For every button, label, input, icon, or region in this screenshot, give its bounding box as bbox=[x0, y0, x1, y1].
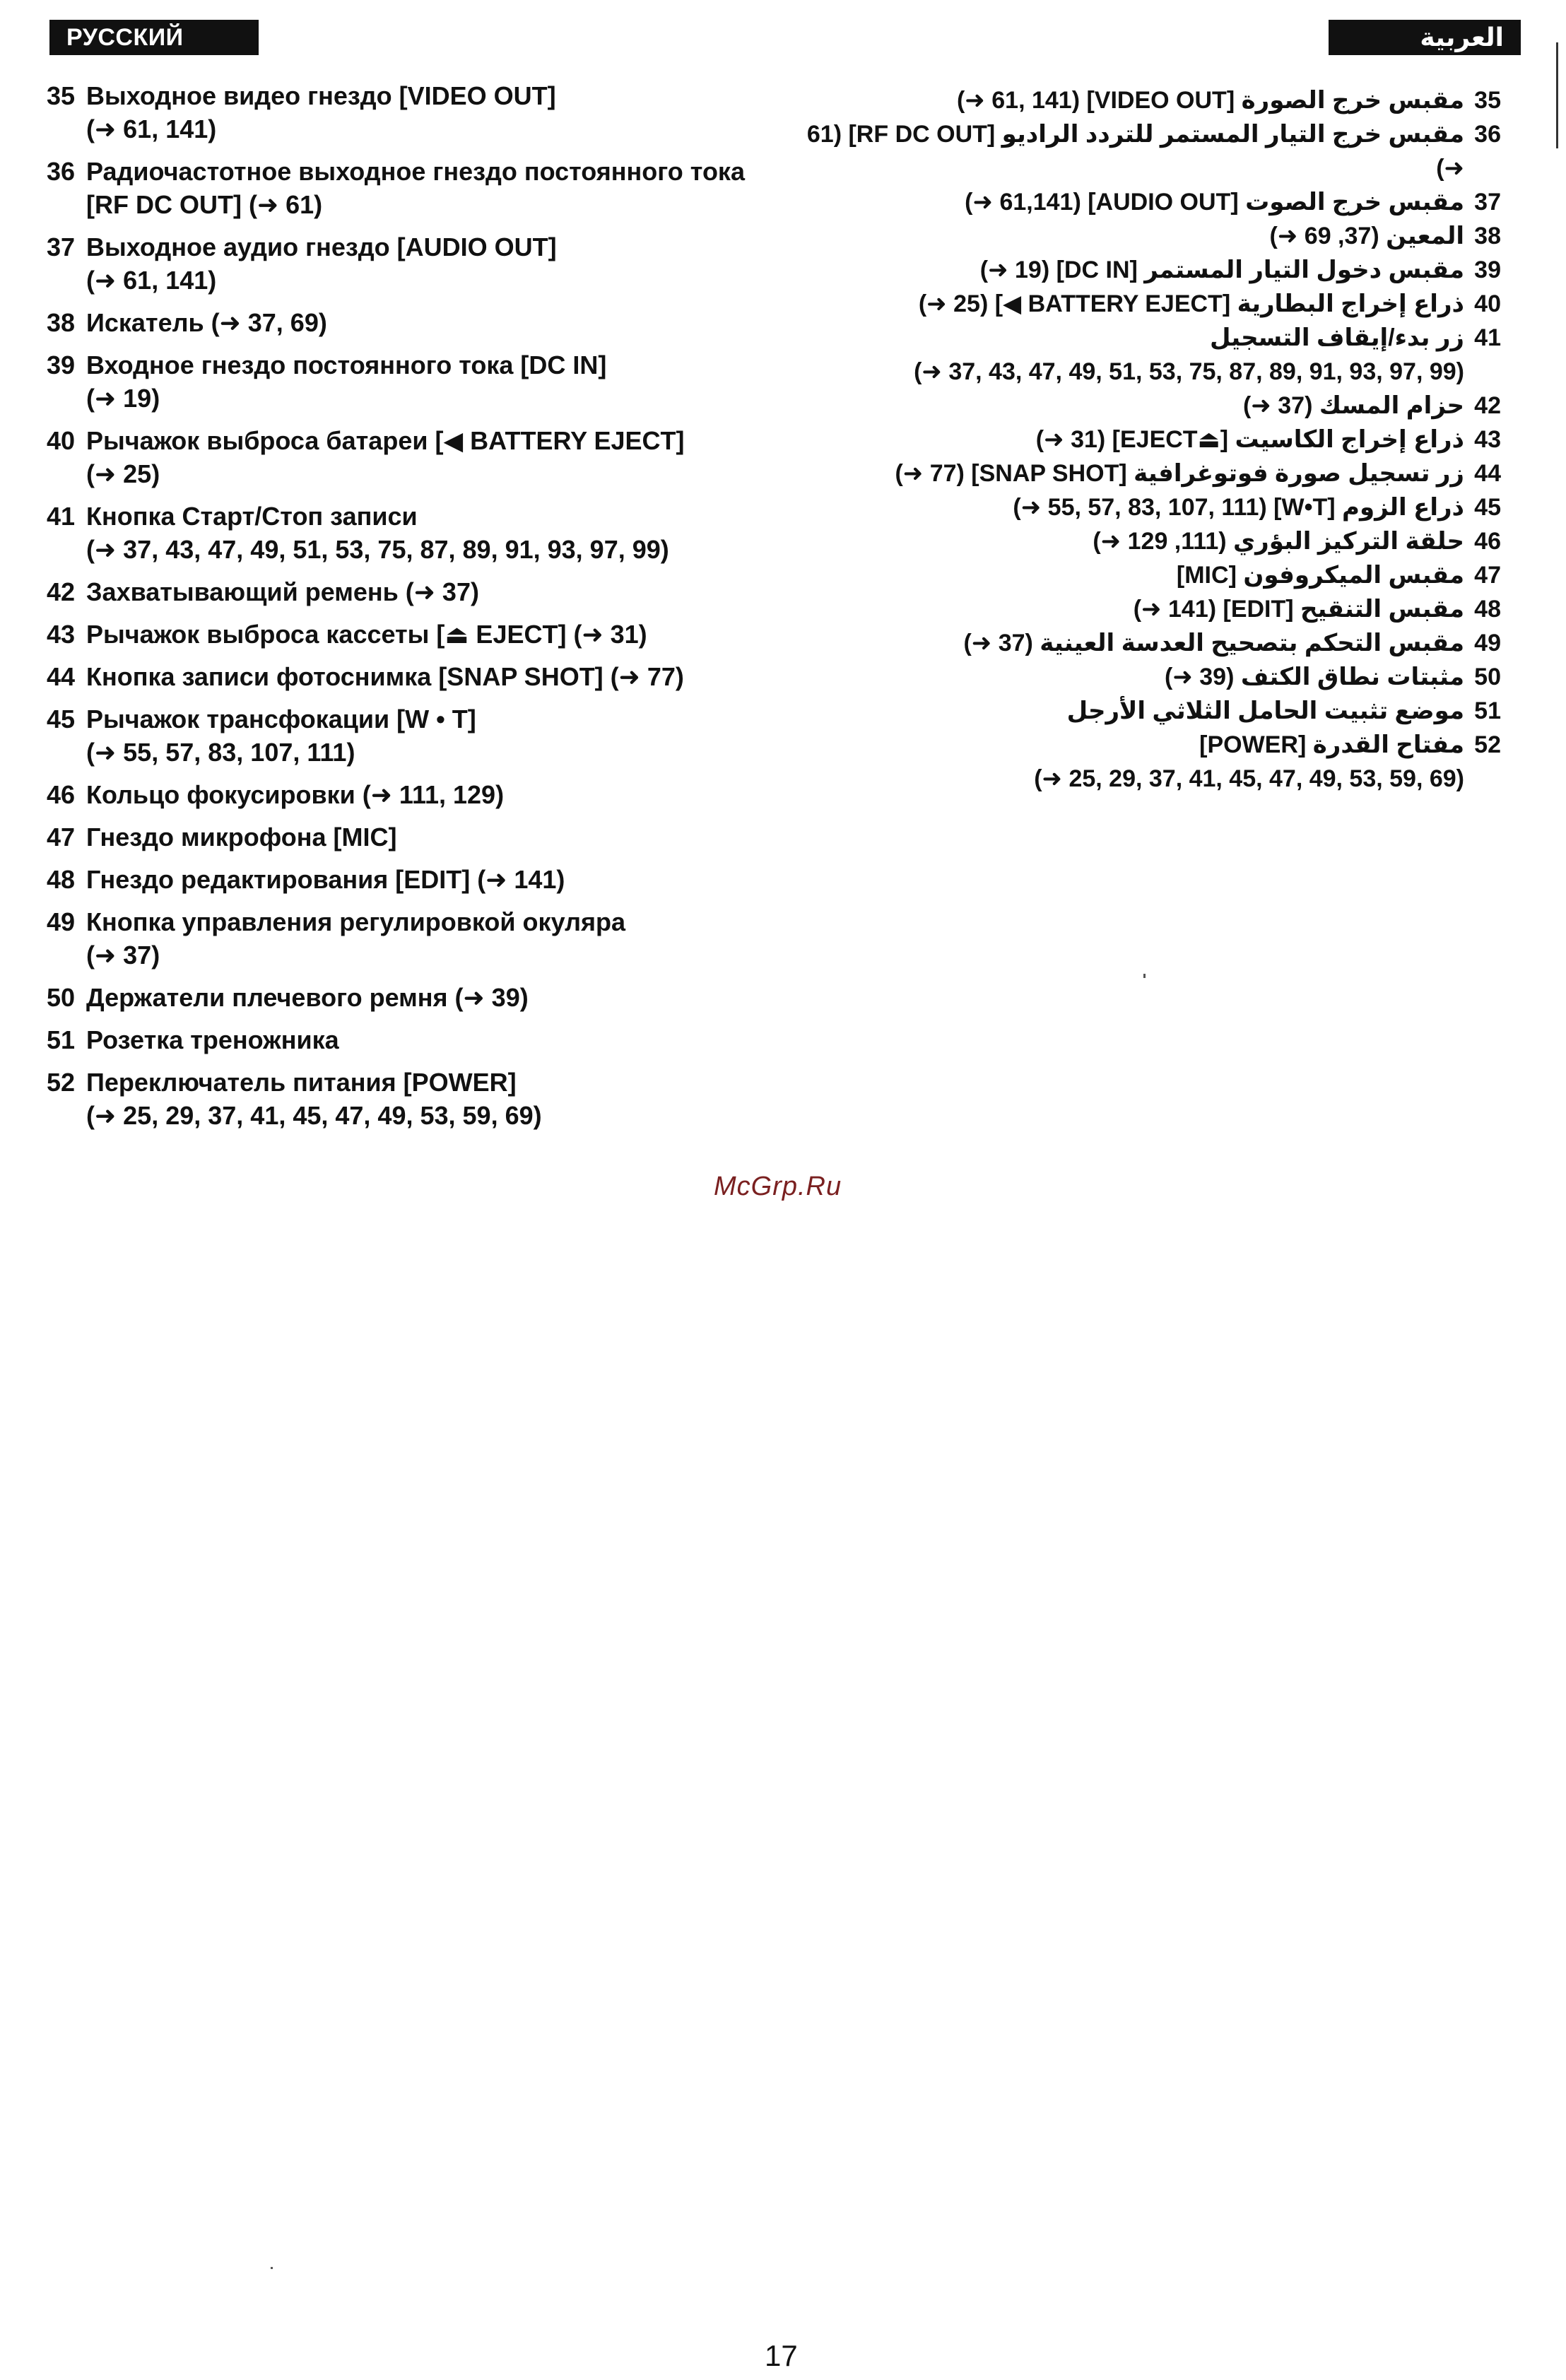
list-item bbox=[47, 863, 767, 896]
item-text: مقبس دخول التيار المستمر [DC IN] (19 ➜) bbox=[979, 257, 1464, 283]
item-number: 46 bbox=[1474, 528, 1501, 555]
item-text: موضع تثبيت الحامل الثلاثي الأرجل bbox=[1066, 697, 1464, 724]
item-text: مقبس التنقيح [EDIT] (141 ➜) bbox=[1133, 596, 1464, 623]
list-item bbox=[794, 253, 1501, 287]
list-item bbox=[794, 592, 1501, 626]
item-text: Радиочастотное выходное гнездо постоянного тока [RF DC OUT] (➜ 61) bbox=[86, 157, 745, 219]
item-refs: (➜ 25, 29, 37, 41, 45, 47, 49, 53, 59, 69) bbox=[1034, 765, 1464, 792]
item-number: 47 bbox=[47, 823, 76, 852]
list-item bbox=[794, 524, 1501, 558]
item-text: زر بدء/إيقاف التسجيل bbox=[1209, 324, 1464, 351]
list-item bbox=[47, 155, 767, 221]
item-refs: (➜ 61, 141) bbox=[86, 114, 217, 143]
list-item bbox=[794, 626, 1501, 660]
item-text: Рычажок выброса кассеты [⏏ EJECT] (➜ 31) bbox=[86, 620, 647, 649]
item-text: Кольцо фокусировки (➜ 111, 129) bbox=[86, 780, 505, 809]
item-number: 44 bbox=[1474, 460, 1501, 487]
arabic-parts-list bbox=[794, 83, 1501, 796]
list-item bbox=[47, 424, 767, 490]
item-number: 35 bbox=[47, 81, 76, 110]
item-refs: (➜ 19) bbox=[86, 384, 160, 413]
item-number: 50 bbox=[47, 983, 76, 1012]
item-refs: (➜ 61, 141) bbox=[86, 266, 217, 295]
item-number: 52 bbox=[1474, 731, 1501, 758]
item-number: 43 bbox=[47, 620, 76, 649]
list-item bbox=[794, 219, 1501, 253]
item-number: 40 bbox=[47, 426, 76, 455]
item-number: 48 bbox=[1474, 596, 1501, 623]
item-refs: (➜ 37, 43, 47, 49, 51, 53, 75, 87, 89, 91, 93, 97, 99) bbox=[86, 535, 669, 564]
list-item bbox=[47, 500, 767, 566]
item-text: Кнопка записи фотоснимка [SNAP SHOT] (➜ 77) bbox=[86, 662, 684, 691]
item-number: 50 bbox=[1474, 664, 1501, 690]
item-text: ذراع الزوم [W•T] (55, 57, 83, 107, 111 ➜) bbox=[1013, 494, 1464, 521]
list-item bbox=[794, 321, 1501, 389]
item-number: 39 bbox=[47, 350, 76, 379]
item-text: Рычажок трансфокации [W • T] bbox=[86, 705, 476, 734]
item-number: 51 bbox=[47, 1025, 76, 1054]
item-text: Розетка треножника bbox=[86, 1025, 339, 1054]
list-item bbox=[794, 490, 1501, 524]
item-text: Гнездо редактирования [EDIT] (➜ 141) bbox=[86, 865, 565, 894]
item-number: 52 bbox=[47, 1068, 76, 1097]
item-text: مثبتات نطاق الكتف (39 ➜) bbox=[1165, 664, 1464, 690]
item-text: Держатели плечевого ремня (➜ 39) bbox=[86, 983, 529, 1012]
list-item bbox=[47, 575, 767, 608]
item-number: 42 bbox=[1474, 392, 1501, 419]
list-item bbox=[47, 306, 767, 339]
list-item bbox=[794, 83, 1501, 117]
item-number: 35 bbox=[1474, 87, 1501, 114]
item-number: 36 bbox=[1474, 121, 1501, 148]
item-number: 46 bbox=[47, 780, 76, 809]
list-item bbox=[47, 618, 767, 651]
item-text: زر تسجيل صورة فوتوغرافية [SNAP SHOT] (77 ➜) bbox=[895, 460, 1464, 487]
list-item bbox=[47, 660, 767, 693]
item-text: Искатель (➜ 37, 69) bbox=[86, 308, 327, 337]
item-text: Выходное аудио гнездо [AUDIO OUT] bbox=[86, 232, 557, 261]
list-item bbox=[47, 1023, 767, 1056]
item-refs: (➜ 37) bbox=[86, 941, 160, 970]
list-item bbox=[794, 456, 1501, 490]
watermark: McGrp.Ru bbox=[714, 1172, 842, 1201]
item-text: مفتاح القدرة [POWER] bbox=[1199, 731, 1464, 758]
item-text: مقبس الميكروفون [MIC] bbox=[1176, 562, 1464, 589]
item-text: ذراع إخراج البطارية [BATTERY EJECT ◀] (25 ➜) bbox=[918, 290, 1464, 317]
item-number: 45 bbox=[47, 705, 76, 734]
item-number: 41 bbox=[1474, 324, 1501, 351]
item-number: 42 bbox=[47, 577, 76, 606]
item-number: 43 bbox=[1474, 426, 1501, 453]
item-number: 37 bbox=[1474, 189, 1501, 216]
list-item bbox=[794, 728, 1501, 796]
item-text: Гнездо микрофона [MIC] bbox=[86, 823, 397, 852]
item-number: 38 bbox=[47, 308, 76, 337]
item-text: Входное гнездо постоянного тока [DC IN] bbox=[86, 350, 607, 379]
list-item bbox=[47, 702, 767, 769]
list-item bbox=[794, 287, 1501, 321]
list-item bbox=[794, 694, 1501, 728]
item-number: 40 bbox=[1474, 290, 1501, 317]
russian-parts-list bbox=[47, 79, 767, 1141]
item-number: 44 bbox=[47, 662, 76, 691]
list-item bbox=[47, 981, 767, 1014]
language-badge-russian: РУССКИЙ ЯЗЫК bbox=[49, 20, 259, 55]
item-text: Выходное видео гнездо [VIDEO OUT] bbox=[86, 81, 556, 110]
list-item bbox=[794, 660, 1501, 694]
item-text: Рычажок выброса батареи [◀ BATTERY EJECT] bbox=[86, 426, 685, 455]
page-edge-rule bbox=[1556, 42, 1558, 148]
list-item bbox=[47, 1066, 767, 1132]
item-number: 49 bbox=[1474, 630, 1501, 656]
list-item bbox=[47, 348, 767, 415]
list-item bbox=[47, 820, 767, 854]
item-number: 39 bbox=[1474, 257, 1501, 283]
item-refs: (➜ 25) bbox=[86, 459, 160, 488]
item-number: 37 bbox=[47, 232, 76, 261]
language-badge-arabic: العربية bbox=[1329, 20, 1521, 55]
item-number: 48 bbox=[47, 865, 76, 894]
item-text: مقبس خرج الصورة [VIDEO OUT] (61, 141 ➜) bbox=[956, 87, 1464, 114]
list-item bbox=[47, 79, 767, 146]
item-number: 49 bbox=[47, 907, 76, 936]
scan-speck bbox=[271, 2267, 273, 2269]
item-text: ذراع إخراج الكاسيت [⏏EJECT] (31 ➜) bbox=[1035, 426, 1464, 453]
item-text: مقبس التحكم بتصحيح العدسة العينية (37 ➜) bbox=[963, 630, 1464, 656]
item-text: Кнопка Старт/Стоп записи bbox=[86, 502, 418, 531]
list-item bbox=[794, 389, 1501, 423]
list-item bbox=[794, 558, 1501, 592]
page-number: 17 bbox=[765, 2339, 798, 2372]
list-item bbox=[47, 905, 767, 972]
list-item bbox=[794, 423, 1501, 456]
item-text: المعين (37, 69 ➜) bbox=[1269, 223, 1464, 249]
item-refs: (➜ 37, 43, 47, 49, 51, 53, 75, 87, 89, 91, 93, 97, 99) bbox=[914, 358, 1464, 385]
scan-speck bbox=[1143, 974, 1146, 978]
item-text: حلقة التركيز البؤري (111, 129 ➜) bbox=[1093, 528, 1464, 555]
item-text: حزام المسك (37 ➜) bbox=[1242, 392, 1464, 419]
item-text: مقبس خرج الصوت [AUDIO OUT] (61,141 ➜) bbox=[965, 189, 1464, 216]
item-number: 51 bbox=[1474, 697, 1501, 724]
item-number: 41 bbox=[47, 502, 76, 531]
item-number: 45 bbox=[1474, 494, 1501, 521]
item-number: 36 bbox=[47, 157, 76, 186]
item-text: Кнопка управления регулировкой окуляра bbox=[86, 907, 625, 936]
item-text: Переключатель питания [POWER] bbox=[86, 1068, 517, 1097]
list-item bbox=[794, 185, 1501, 219]
item-text: Захватывающий ремень (➜ 37) bbox=[86, 577, 479, 606]
item-refs: (➜ 25, 29, 37, 41, 45, 47, 49, 53, 59, 69) bbox=[86, 1101, 542, 1130]
list-item bbox=[47, 778, 767, 811]
list-item bbox=[794, 117, 1501, 185]
item-text: مقبس خرج التيار المستمر للتردد الراديو [RF DC OUT] (61 ➜) bbox=[806, 121, 1464, 182]
item-number: 38 bbox=[1474, 223, 1501, 249]
item-number: 47 bbox=[1474, 562, 1501, 589]
item-refs: (➜ 55, 57, 83, 107, 111) bbox=[86, 738, 355, 767]
list-item bbox=[47, 230, 767, 297]
